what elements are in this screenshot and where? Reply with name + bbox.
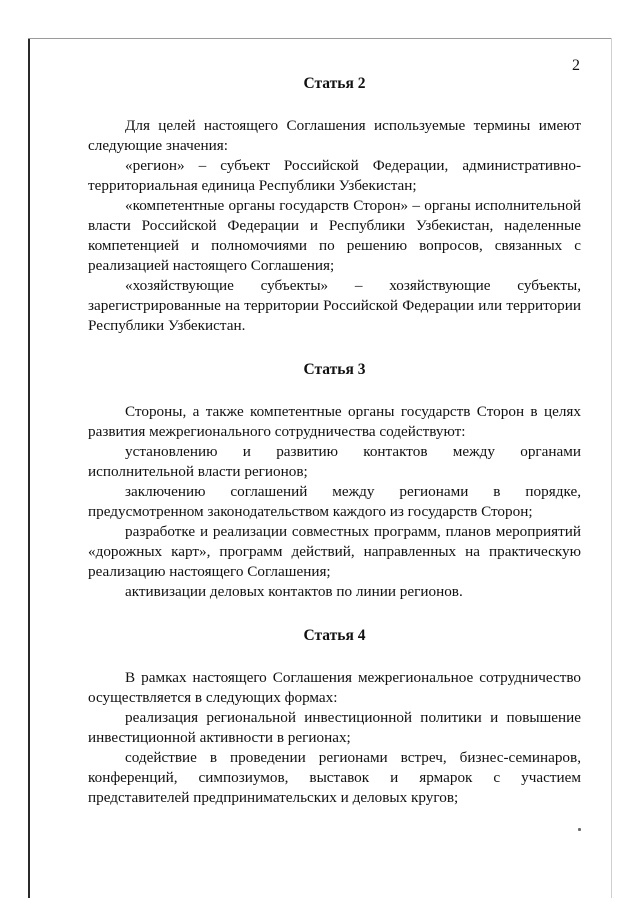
article-2-paragraph: «компетентные органы государств Сторон» – органы исполнительной власти Российской Федерации и Республики Узбекистан, наделенные компетенцией и полномочиями по решению вопросов, связанных с реализацией настоящего Соглашения; [88, 197, 581, 274]
article-3-paragraph: Стороны, а также компетентные органы государств Сторон в целях развития межрегионального сотрудничества содействуют: [88, 403, 581, 440]
article-2-paragraph: «регион» – субъект Российской Федерации, административно-территориальная единица Республики Узбекистан; [88, 157, 581, 194]
article-4-paragraph: В рамках настоящего Соглашения межрегиональное сотрудничество осуществляется в следующих формах: [88, 669, 581, 706]
article-3-title: Статья 3 [303, 361, 366, 378]
article-4-paragraph: содействие в проведении регионами встреч, бизнес-семинаров, конференций, симпозиумов, выставок и ярмарок с участием представителей предпринимательских и деловых кругов; [88, 749, 581, 806]
article-4-paragraph: реализация региональной инвестиционной политики и повышение инвестиционной активности в регионах; [88, 709, 581, 746]
scan-speck [578, 828, 581, 831]
article-3-paragraph: активизации деловых контактов по линии регионов. [125, 583, 463, 600]
article-2-paragraph: Для целей настоящего Соглашения используемые термины имеют следующие значения: [88, 117, 581, 154]
article-2-paragraph: «хозяйствующие субъекты» – хозяйствующие субъекты, зарегистрированные на территории Российской Федерации или территории Республики Узбекистан. [88, 277, 581, 334]
scan-border-right [611, 38, 612, 898]
page-number: 2 [572, 57, 580, 74]
article-3-paragraph: установлению и развитию контактов между органами исполнительной власти регионов; [88, 443, 581, 480]
scan-border-top [28, 38, 612, 39]
scan-border-left [28, 38, 30, 898]
article-2-title: Статья 2 [303, 75, 366, 92]
article-3-paragraph: заключению соглашений между регионами в порядке, предусмотренном законодательством каждого из государств Сторон; [88, 483, 581, 520]
article-3-paragraph: разработке и реализации совместных программ, планов мероприятий «дорожных карт», программ действий, направленных на практическую реализацию настоящего Соглашения; [88, 523, 581, 580]
document-body [88, 74, 581, 808]
article-4-title: Статья 4 [303, 627, 366, 644]
